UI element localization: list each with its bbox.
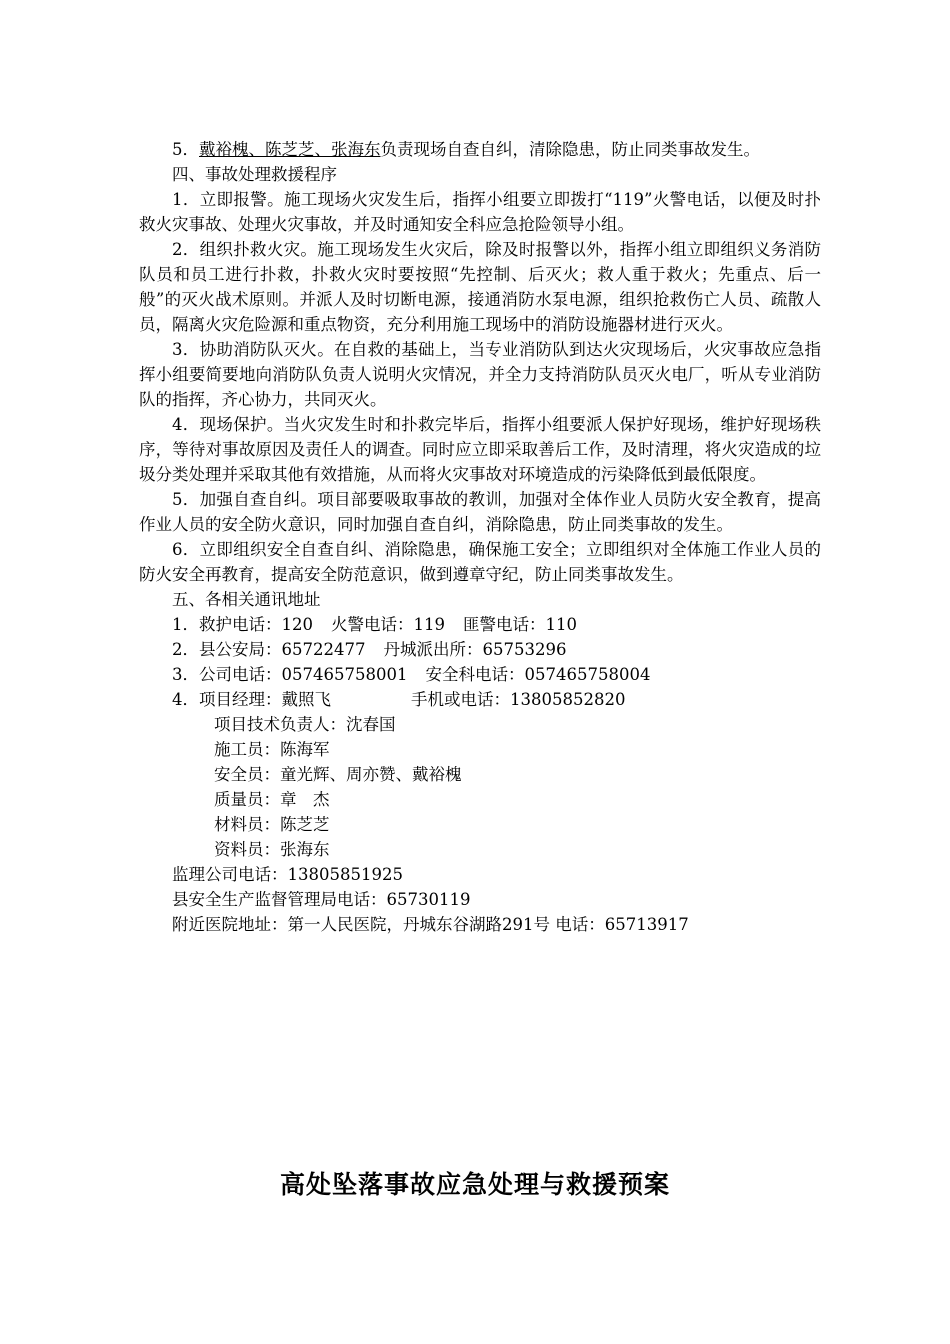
county-police: 2．县公安局：65722477 bbox=[172, 640, 366, 659]
procedure-step-5: 5．加强自查自纠。项目部要吸取事故的教训，加强对全体作业人员防火安全教育，提高作业人员的安全防火意识，同时加强自查自纠，消除隐患，防止同类事故的发生。 bbox=[139, 490, 821, 534]
ambulance-number: 1．救护电话：120 bbox=[172, 615, 313, 634]
section-heading-procedure: 四、事故处理救援程序 bbox=[172, 165, 337, 184]
procedure-step-2: 2．组织扑救火灾。施工现场发生火灾后，除及时报警以外，指挥小组立即组织义务消防队员和员工进行扑救，扑救火灾时要按照“先控制、后灭火；救人重于救火；先重点、后一般”的灭火战术原则。并派人及时切断电源，接通消防水泵电源，组织抢救伤亡人员、疏散人员，隔离火灾危险源和重点物资，充分利用施工现场中的消防设施器材进行灭火。 bbox=[139, 240, 821, 334]
contact-county-safety: 县安全生产监督管理局电话：65730119 bbox=[172, 890, 471, 909]
local-police-station: 丹城派出所：65753296 bbox=[383, 640, 567, 659]
next-section-title: 高处坠落事故应急处理与救援预案 bbox=[279, 1170, 670, 1199]
staff-tech-lead: 项目技术负责人：沈春国 bbox=[214, 715, 396, 734]
contact-project-manager bbox=[139, 687, 821, 712]
procedure-step-4: 4．现场保护。当火灾发生时和扑救完毕后，指挥小组要派人保护好现场，维护好现场秩序，等待对事故原因及责任人的调查。同时应立即采取善后工作，及时清理，将火灾造成的垃圾分类处理并采取其他有效措施，从而将火灾事故对环境造成的污染降低到最低限度。 bbox=[139, 415, 821, 484]
staff-constructor: 施工员：陈海军 bbox=[214, 740, 330, 759]
staff-records: 资料员：张海东 bbox=[214, 840, 330, 859]
responsible-persons: 戴裕槐、陈芝芝、张海东 bbox=[199, 140, 381, 159]
contact-supervision: 监理公司电话：13805851925 bbox=[172, 865, 403, 884]
procedure-step-3: 3．协助消防队灭火。在自救的基础上，当专业消防队到达火灾现场后，火灾事故应急指挥小组要简要地向消防队负责人说明火灾情况，并全力支持消防队员灭火电厂，听从专业消防队的指挥，齐心协力，共同灭火。 bbox=[139, 340, 821, 409]
staff-safety: 安全员：童光辉、周亦赞、戴裕槐 bbox=[214, 765, 462, 784]
contact-emergency-numbers bbox=[139, 612, 821, 637]
safety-dept-phone: 安全科电话：057465758004 bbox=[425, 665, 651, 684]
document-body bbox=[139, 137, 821, 937]
project-manager: 4．项目经理：戴照飞 bbox=[172, 690, 331, 709]
contact-hospital: 附近医院地址：第一人民医院，丹城东谷湖路291号 电话：65713917 bbox=[172, 915, 689, 934]
procedure-step-1: 1．立即报警。施工现场火灾发生后，指挥小组要立即拨打“119”火警电话，以便及时扑救火灾事故、处理火灾事故，并及时通知安全科应急抢险领导小组。 bbox=[139, 190, 821, 234]
fire-number: 火警电话：119 bbox=[331, 615, 445, 634]
procedure-step-6: 6．立即组织安全自查自纠、消除隐患，确保施工安全；立即组织对全体施工作业人员的防火安全再教育，提高安全防范意识，做到遵章守纪，防止同类事故发生。 bbox=[139, 540, 821, 584]
section-heading-contacts: 五、各相关通讯地址 bbox=[172, 590, 321, 609]
staff-materials: 材料员：陈芝芝 bbox=[214, 815, 330, 834]
staff-quality: 质量员：章 杰 bbox=[214, 790, 330, 809]
manager-phone: 手机或电话：13805852820 bbox=[411, 690, 626, 709]
contact-company bbox=[139, 662, 821, 687]
item-text: 负责现场自查自纠，清除隐患，防止同类事故发生。 bbox=[380, 140, 760, 159]
paragraph-item-5 bbox=[139, 137, 821, 162]
company-phone: 3．公司电话：057465758001 bbox=[172, 665, 408, 684]
item-number: 5． bbox=[172, 140, 199, 159]
contact-police-stations bbox=[139, 637, 821, 662]
police-number: 匪警电话：110 bbox=[463, 615, 577, 634]
